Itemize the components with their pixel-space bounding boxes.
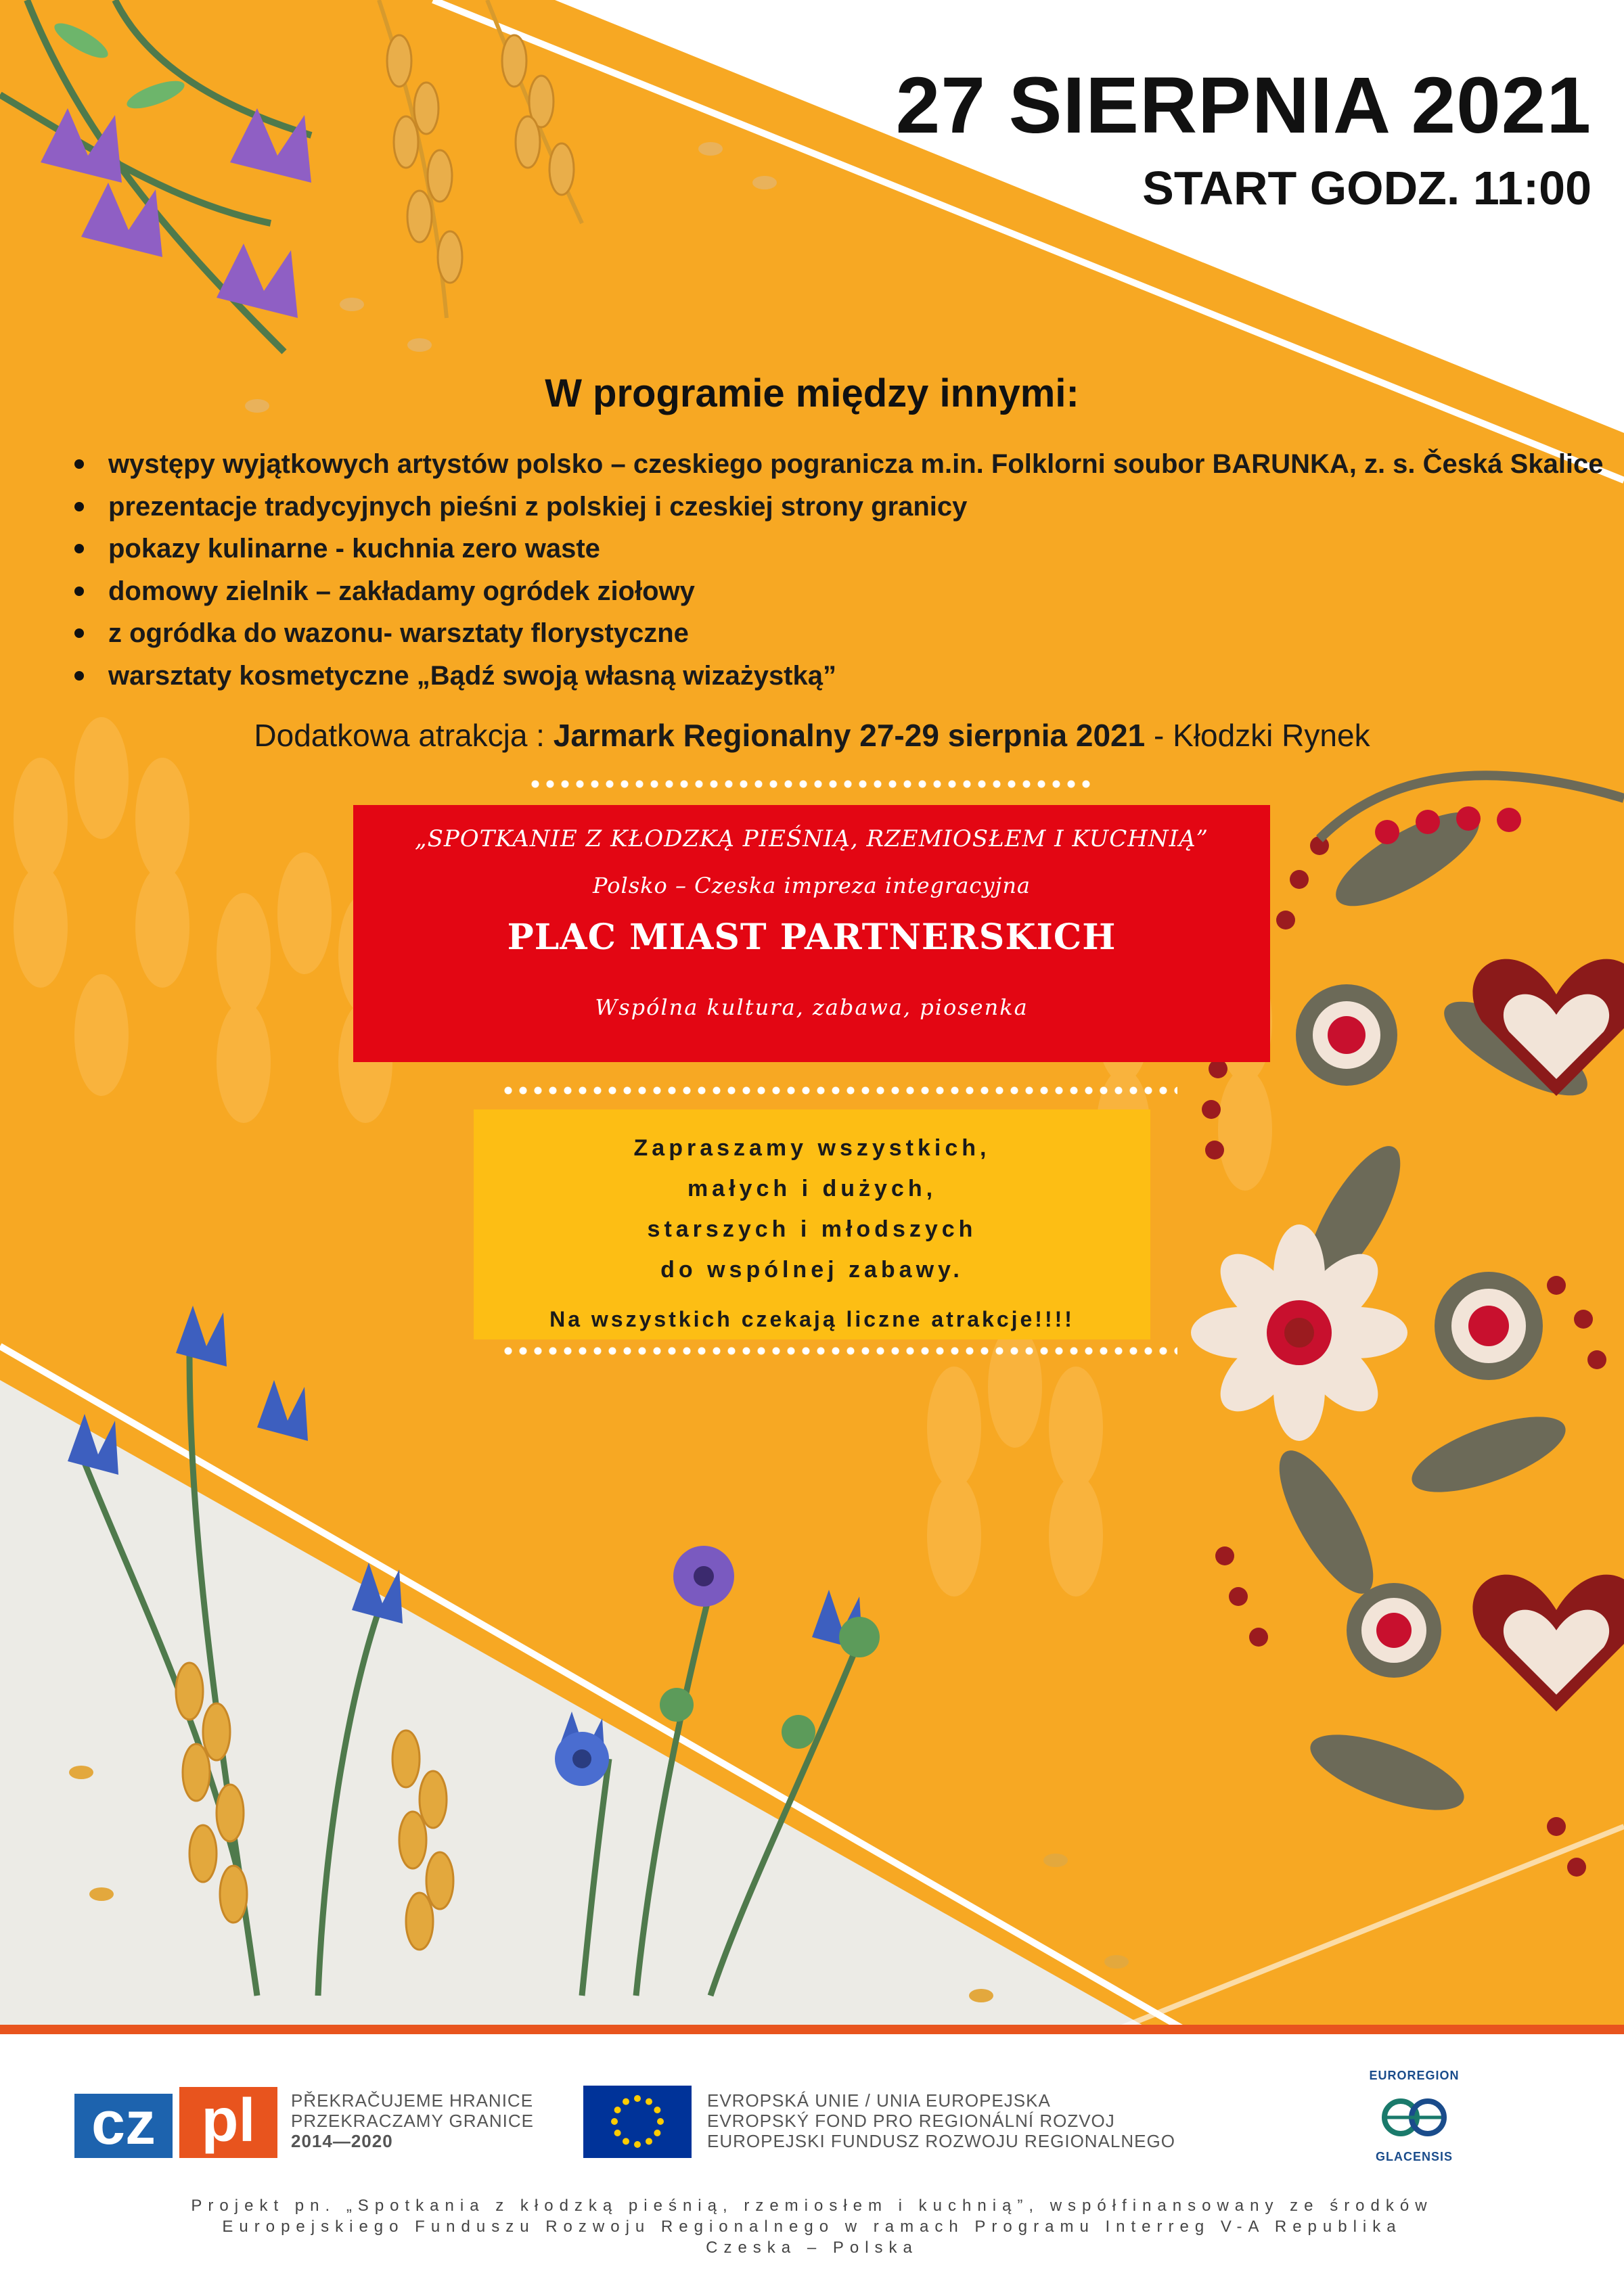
program-item: warsztaty kosmetyczne „Bądź swoją własną wizażystką” <box>74 655 1604 697</box>
eu-star-icon <box>654 2130 660 2136</box>
program-item: występy wyjątkowych artystów polsko – czeskiego pogranicza m.in. Folklorni soubor BARUNKA, z. s. Česká Skalice <box>74 443 1604 486</box>
eu-star-icon <box>611 2118 618 2125</box>
eu-star-icon <box>623 2138 629 2144</box>
event-tagline: Wspólna kultura, zabawa, piosenka <box>595 994 1029 1020</box>
eu-star-icon <box>614 2130 621 2136</box>
invite-line: Zapraszamy wszystkich, <box>633 1135 991 1161</box>
program-item: pokazy kulinarne - kuchnia zero waste <box>74 528 1604 570</box>
invite-line: małych i dużych, <box>687 1176 937 1201</box>
eu-star-icon <box>654 2107 660 2113</box>
eu-star-icon <box>646 2138 652 2144</box>
czpl-logo-pl: pl <box>179 2087 277 2158</box>
dotted-divider <box>528 779 1096 789</box>
bullet-icon <box>74 671 84 681</box>
bullet-icon <box>74 587 84 596</box>
eu-star-icon <box>634 2095 641 2102</box>
bullet-icon <box>74 544 84 553</box>
event-subtitle: Polsko – Czeska impreza integracyjna <box>592 873 1031 898</box>
bullet-icon <box>74 502 84 511</box>
invite-box <box>474 1109 1150 1339</box>
czpl-logo-text: PŘEKRAČUJEME HRANICE PRZEKRACZAMY GRANICE 2014—2020 <box>291 2090 535 2151</box>
extra-attraction: Dodatkowa atrakcja : Jarmark Regionalny 27-29 sierpnia 2021 - Kłodzki Rynek <box>254 718 1370 753</box>
euroregion-emblem-icon <box>1374 2090 1455 2144</box>
eu-star-icon <box>623 2098 629 2105</box>
euroregion-logo: EUROREGION GLACENSIS <box>1360 2063 1468 2172</box>
invite-line: starszych i młodszych <box>647 1216 977 1242</box>
program-item: prezentacje tradycyjnych pieśni z polskiej i czeskiej strony granicy <box>74 486 1604 528</box>
czpl-logo <box>74 2087 284 2161</box>
program-item: z ogródka do wazonu- warsztaty florystyczne <box>74 612 1604 655</box>
event-box <box>353 805 1270 1062</box>
invite-closing: Na wszystkich czekają liczne atrakcje!!!! <box>549 1307 1075 1331</box>
bullet-icon <box>74 459 84 469</box>
program-title: W programie między innymi: <box>545 371 1079 415</box>
event-title: „SPOTKANIE Z KŁODZKĄ PIEŚNIĄ, RZEMIOSŁEM I KUCHNIĄ” <box>414 825 1209 852</box>
eu-star-icon <box>614 2107 621 2113</box>
start-time: START GODZ. 11:00 <box>1142 162 1592 214</box>
project-note: Projekt pn. „Spotkania z kłodzką pieśnią, rzemiosłem i kuchnią”, współfinansowany ze środków Europejskiego Funduszu Rozwoju Regionalnego w ramach Programu Interreg V-A Republika Czeska – Polska <box>191 2197 1433 2257</box>
footer-divider <box>0 2025 1624 2034</box>
dotted-divider <box>501 1086 1177 1095</box>
invite-line: do wspólnej zabawy. <box>660 1257 964 1283</box>
eu-logo-text: EVROPSKÁ UNIE / UNIA EUROPEJSKA EVROPSKÝ FOND PRO REGIONÁLNÍ ROZVOJ EUROPEJSKI FUNDUSZ ROZWOJU REGIONALNEGO <box>707 2090 1175 2151</box>
eu-star-icon <box>657 2118 664 2125</box>
eu-flag-icon <box>583 2086 692 2158</box>
dotted-divider <box>501 1346 1177 1356</box>
program-item: domowy zielnik – zakładamy ogródek ziołowy <box>74 570 1604 613</box>
eu-star-icon <box>646 2098 652 2105</box>
event-date: 27 SIERPNIA 2021 <box>895 61 1592 150</box>
czpl-logo-cz: cz <box>74 2094 173 2158</box>
bullet-icon <box>74 628 84 638</box>
program-list <box>74 443 1604 697</box>
event-place: PLAC MIAST PARTNERSKICH <box>507 917 1116 958</box>
eu-star-icon <box>634 2141 641 2148</box>
